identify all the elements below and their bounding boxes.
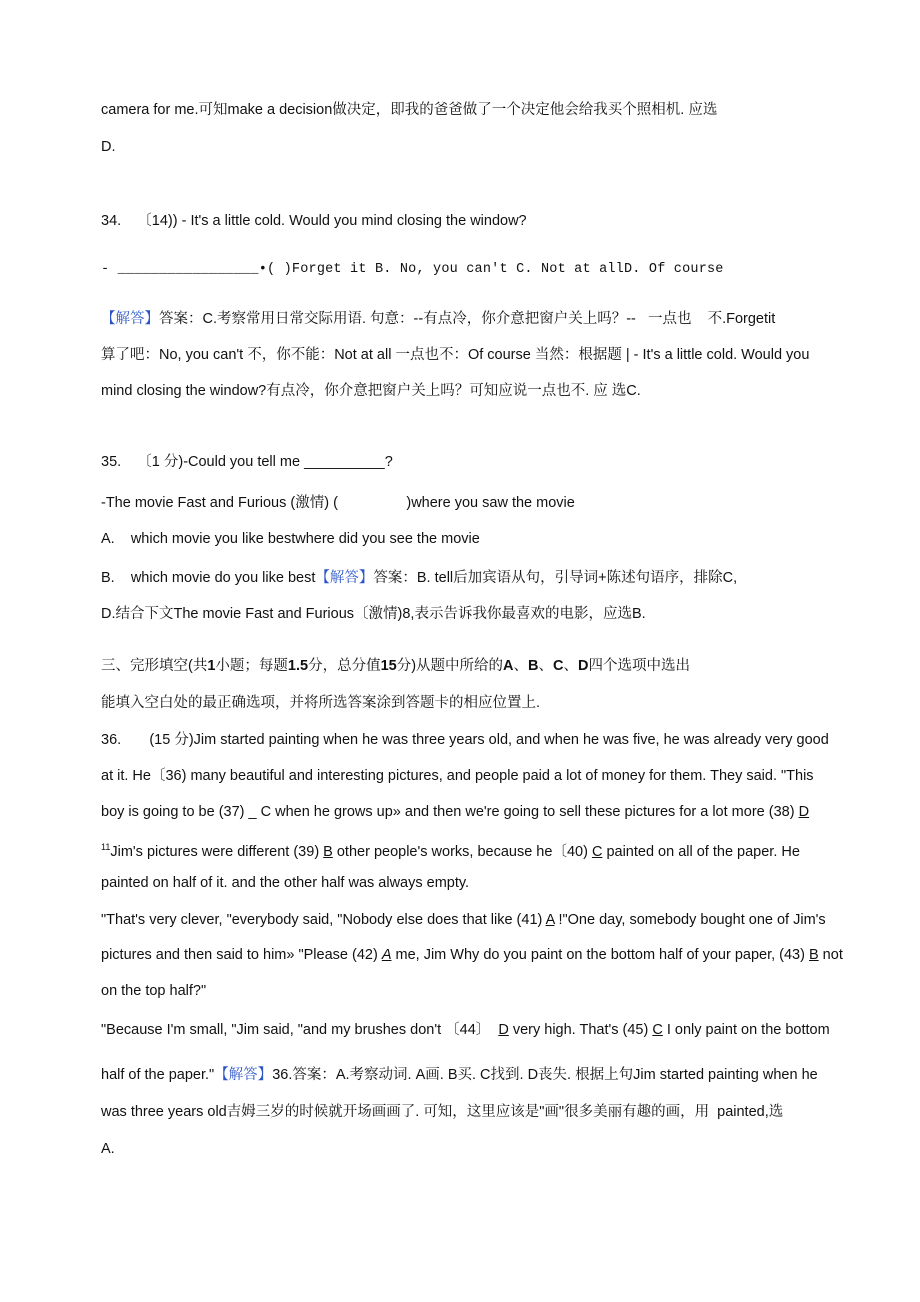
passage-text: boy is going to be (37) _ C when he grows up» and then we're going to sell these pictures for a lot more (38): [101, 804, 799, 820]
heading-part: 1.5: [287, 658, 309, 674]
passage-text: me, Jim Why do you paint on the bottom half of your paper, (43): [391, 947, 809, 963]
heading-part: A: [503, 658, 514, 674]
section-3-heading-line-2: 能填入空白处的最正确选项，并将所选答案涂到答题卡的相应位置上.: [101, 695, 541, 711]
heading-part: C: [553, 658, 564, 674]
answer-34-line-1: [101, 309, 775, 329]
passage-text: painted on all of the paper. He: [602, 843, 800, 860]
answer-tag: 【解答】: [101, 311, 159, 327]
answer-letter: D: [498, 1022, 509, 1038]
passage-36-line-9: [101, 1020, 830, 1040]
heading-part: 小题；每题: [215, 658, 288, 674]
passage-text: other people's works, because he〔40): [332, 843, 592, 860]
heading-part: 1: [207, 658, 216, 674]
answer-letter: A: [381, 947, 392, 963]
text-line: D.: [101, 139, 116, 155]
passage-36-line-3: [101, 802, 809, 822]
passage-36-line-4: [101, 837, 800, 862]
answer-letter: A: [545, 912, 555, 928]
heading-part: B: [528, 658, 539, 674]
answer-letter: C: [652, 1022, 663, 1038]
answer-tag: 【解答】: [315, 570, 374, 586]
answer-34-line-3: mind closing the window?有点冷，你介意把窗户关上吗？可知应说一点也不. 应 选C.: [101, 383, 641, 399]
heading-part: 分)从题中所给的: [396, 658, 504, 674]
heading-part: 、: [513, 658, 529, 674]
passage-36-line-6: [101, 910, 826, 930]
passage-36-line-8: on the top half?": [101, 983, 207, 999]
passage-text: I only paint on the bottom: [662, 1022, 830, 1038]
heading-part: 三、完形填空(共: [101, 658, 208, 674]
passage-text: Jim's pictures were different (39): [110, 843, 324, 860]
question-35: 35. 〔1 分)-Could you tell me __________?: [101, 454, 393, 470]
answer-tag: 【解答】: [214, 1067, 273, 1083]
option-b: [101, 568, 737, 588]
text-line: camera for me.可知make a decision做决定，即我的爸爸做了一个决定他会给我买个照相机. 应选: [101, 102, 718, 118]
passage-text: !"One day, somebody bought one of Jim's: [554, 912, 826, 928]
passage-text: pictures and then said to him» "Please (42): [101, 947, 382, 963]
heading-part: 分，总分值: [308, 658, 381, 674]
heading-part: D: [578, 658, 589, 674]
answer-text: 答案：B. tell后加宾语从句，引导词+陈述句语序，排除C,: [373, 570, 738, 586]
passage-36-line-7: [101, 945, 843, 965]
passage-text: "That's very clever, "everybody said, "Nobody else does that like (41): [101, 912, 546, 928]
question-35-line-2: -The movie Fast and Furious (激情) ( )where you saw the movie: [101, 495, 575, 511]
passage-36-line-1: 36. (15 分)Jim started painting when he was three years old, and when he was five, he was already very good: [101, 732, 829, 748]
answer-35-line-2: D.结合下文The movie Fast and Furious〔激情)8,表示告诉我你最喜欢的电影，应选B.: [101, 606, 646, 622]
heading-part: 、: [538, 658, 554, 674]
passage-36-line-2: at it. He〔36) many beautiful and interesting pictures, and people paid a lot of money for them. They said. "This: [101, 768, 814, 784]
option-a: A. which movie you like bestwhere did you see the movie: [101, 531, 480, 547]
answer-letter: B: [808, 947, 819, 963]
passage-36-line-12: A.: [101, 1141, 115, 1157]
question-34-options: - _________________•( )Forget it B. No, you can't C. Not at allD. Of course: [101, 262, 724, 277]
answer-34-line-2: 算了吧：No, you can't 不，你不能：Not at all 一点也不：Of course 当然：根据题 | - It's a little cold. Would you: [101, 347, 810, 363]
answer-letter: D: [798, 804, 810, 820]
heading-part: 四个选项中选出: [588, 658, 690, 674]
heading-part: 15: [380, 658, 397, 674]
section-3-heading: [101, 656, 690, 676]
option-b-text: B. which movie do you like best: [101, 570, 316, 586]
passage-text: very high. That's (45): [508, 1022, 653, 1038]
passage-36-line-5: painted on half of it. and the other half was always empty.: [101, 875, 470, 891]
superscript: 11: [101, 842, 111, 852]
answer-letter: C: [591, 843, 603, 860]
passage-36-line-11: was three years old吉姆三岁的时候就开场画画了. 可知，这里应该是"画"很多美丽有趣的画，用 painted,选: [101, 1104, 784, 1120]
answer-letter: B: [323, 843, 333, 860]
passage-36-line-10: [101, 1065, 818, 1085]
answer-text: 36.答案：A.考察动词. A画. B买. C找到. D丧失. 根据上句Jim started painting when he: [272, 1067, 818, 1083]
answer-text: 答案：C.考察常用日常交际用语. 句意：--有点冷，你介意把窗户关上吗？-- 一点也 不.Forgetit: [159, 311, 776, 327]
passage-text: "Because I'm small, "Jim said, "and my brushes don't 〔44〕: [101, 1022, 499, 1038]
passage-text: half of the paper.": [101, 1067, 215, 1083]
passage-text: not: [818, 947, 843, 963]
question-34: 34. 〔14)) - It's a little cold. Would you mind closing the window?: [101, 213, 527, 229]
heading-part: 、: [563, 658, 578, 674]
